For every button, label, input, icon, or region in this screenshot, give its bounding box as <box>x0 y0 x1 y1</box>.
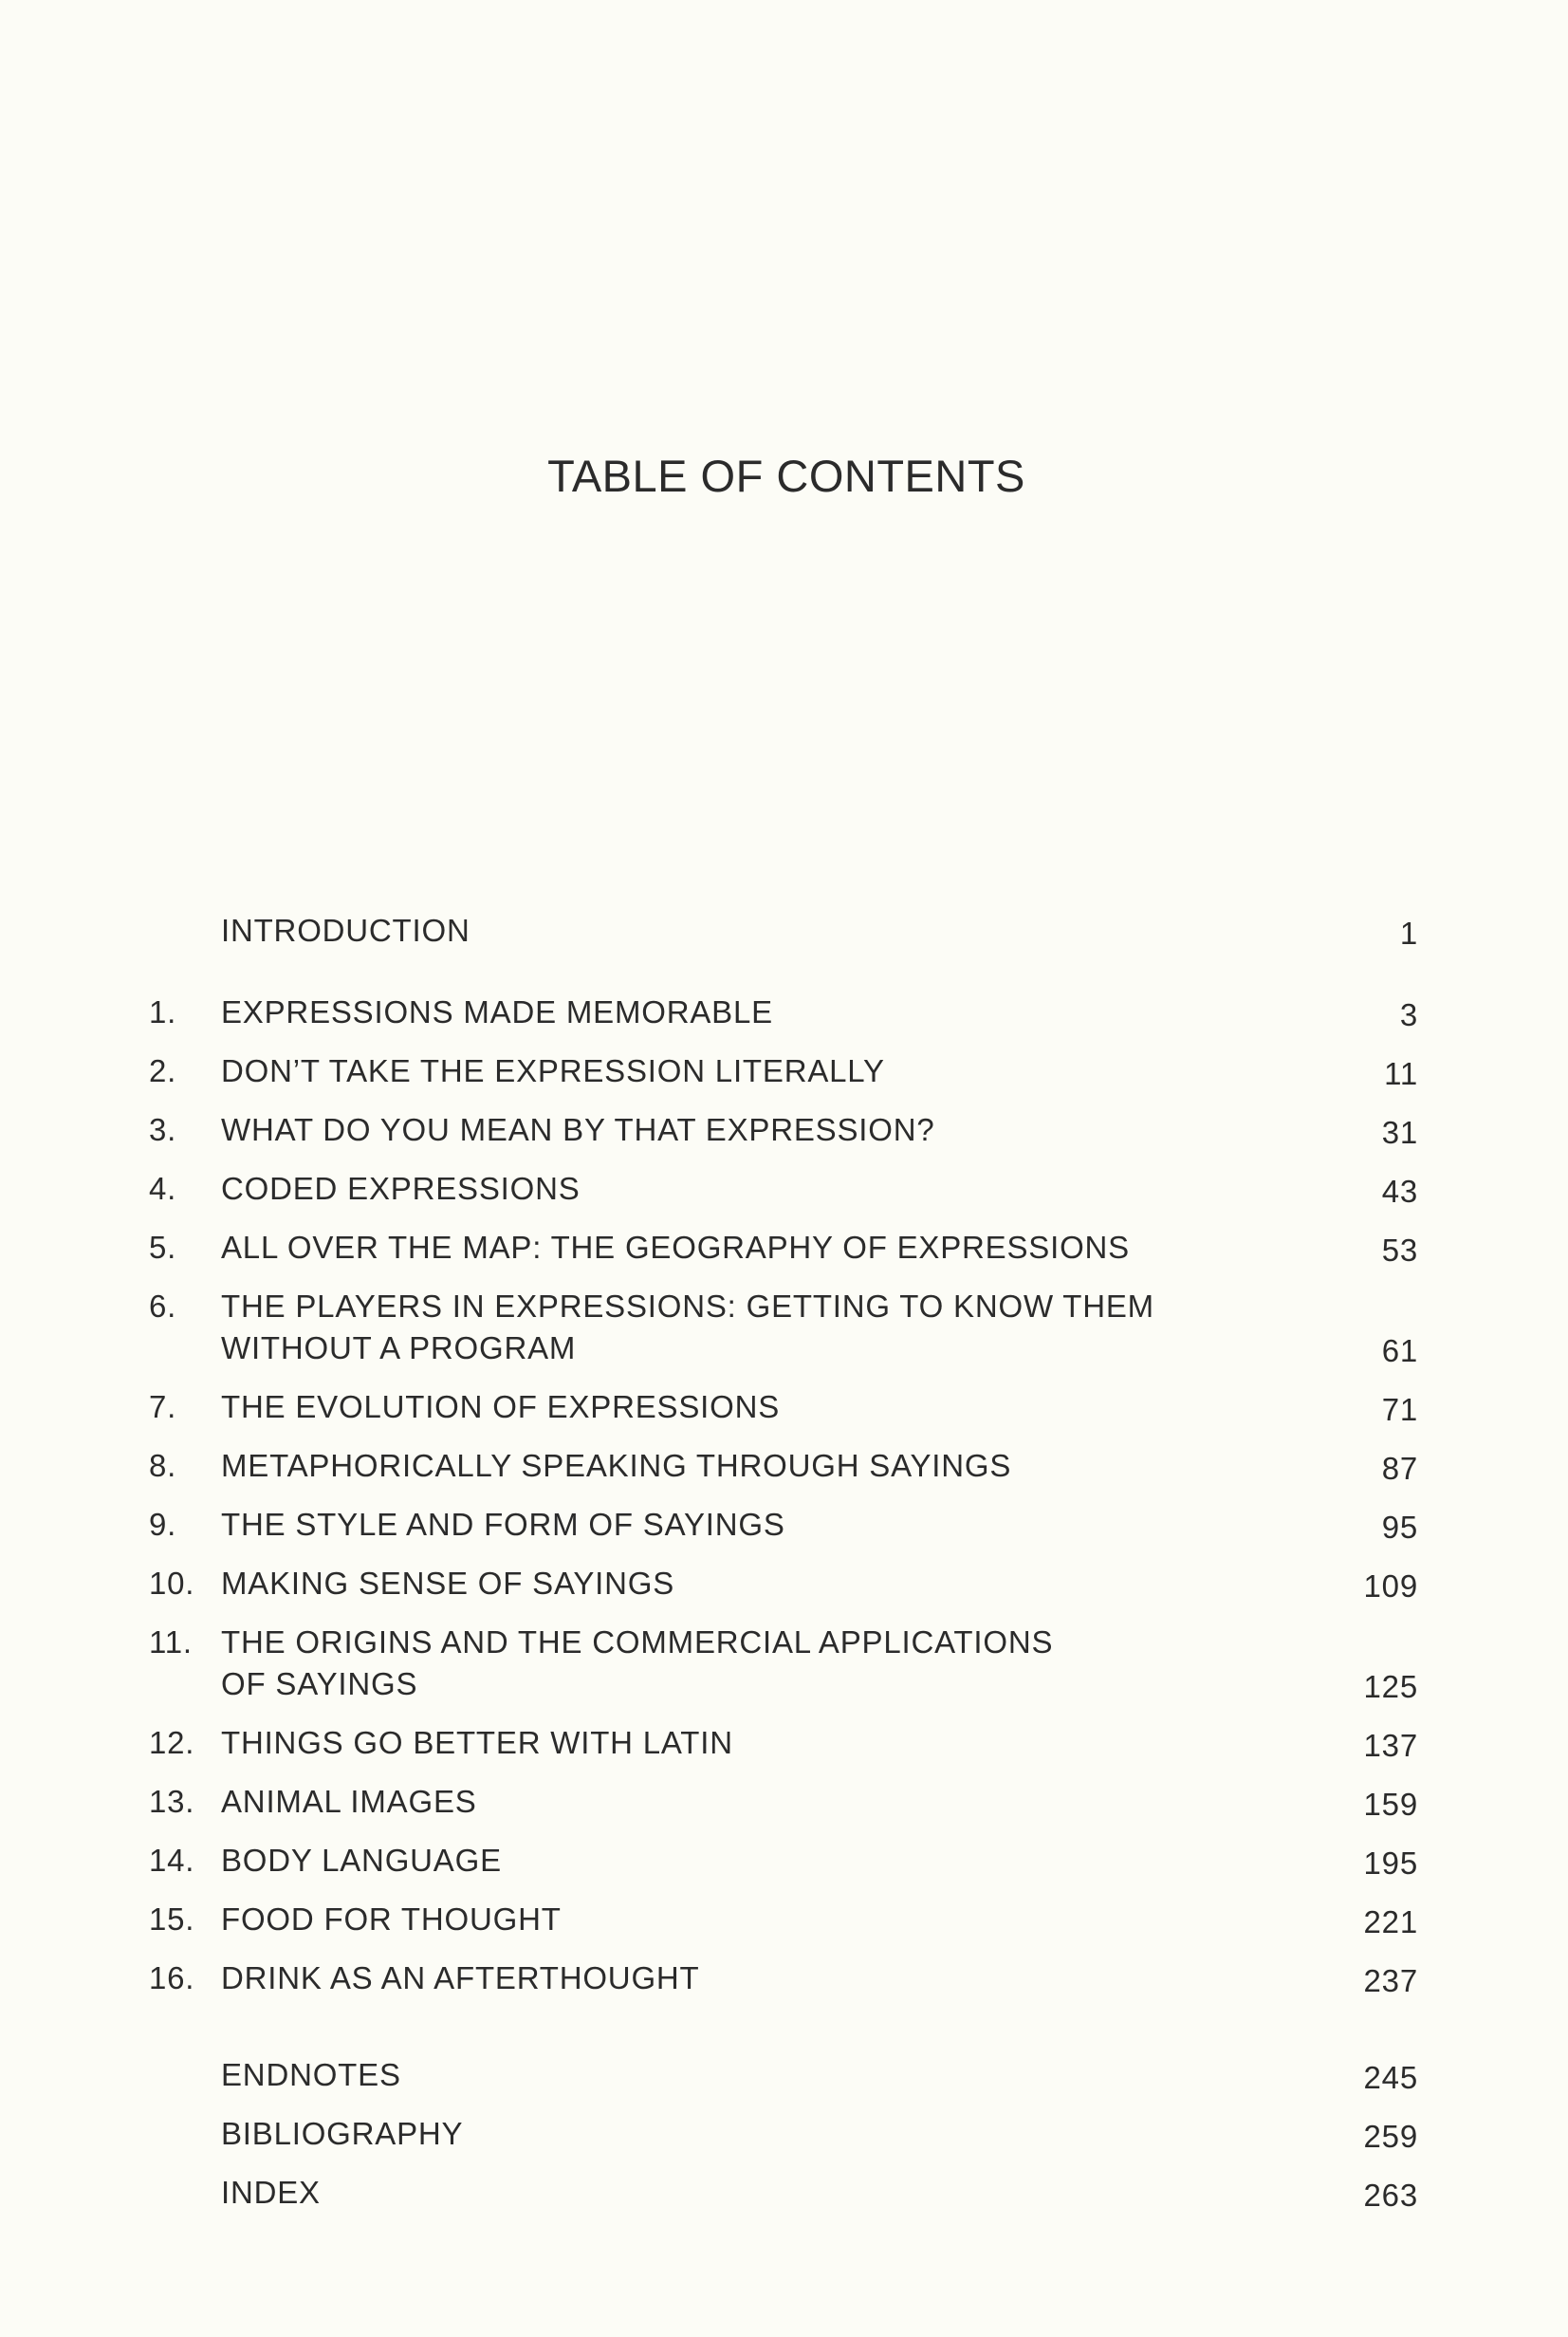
entry-title <box>221 1445 1264 1487</box>
page-number: 237 <box>1363 1963 1418 1998</box>
entry-title <box>221 1622 1264 1705</box>
entry-title-line: CODED EXPRESSIONS <box>221 1171 581 1206</box>
entry-title-line: THE STYLE AND FORM OF SAYINGS <box>221 1507 785 1542</box>
entry-title: INDEX <box>221 2175 321 2210</box>
chapter-number: 5. <box>149 1230 177 1265</box>
table-of-contents <box>0 901 1568 2222</box>
toc-entry-chapter <box>0 1772 1568 1831</box>
chapter-number: 14. <box>149 1843 195 1878</box>
page-number: 137 <box>1363 1728 1418 1763</box>
entry-title <box>221 1109 1264 1151</box>
toc-entry-chapter <box>0 1218 1568 1277</box>
entry-title-line: WITHOUT A PROGRAM <box>221 1330 577 1365</box>
chapter-number: 15. <box>149 1901 195 1937</box>
entry-title-line: METAPHORICALLY SPEAKING THROUGH SAYINGS <box>221 1448 1012 1483</box>
toc-entry-chapter <box>0 1159 1568 1218</box>
toc-entry-chapter <box>0 1554 1568 1613</box>
page-number: 259 <box>1363 2119 1418 2154</box>
page-number: 159 <box>1363 1787 1418 1822</box>
chapter-number: 4. <box>149 1171 177 1206</box>
chapter-number: 10. <box>149 1566 195 1601</box>
chapter-number: 13. <box>149 1784 195 1819</box>
page-number: 3 <box>1399 997 1418 1032</box>
entry-title-line: FOOD FOR THOUGHT <box>221 1901 562 1937</box>
chapter-number: 11. <box>149 1624 193 1660</box>
toc-entry-back <box>0 2046 1568 2105</box>
chapter-number: 16. <box>149 1960 195 1995</box>
page-number: 195 <box>1363 1845 1418 1881</box>
page-number: 109 <box>1363 1568 1418 1604</box>
page-number: 87 <box>1381 1451 1418 1486</box>
page-number: 71 <box>1381 1392 1418 1427</box>
page-number: 95 <box>1381 1510 1418 1545</box>
chapter-number: 2. <box>149 1053 177 1088</box>
toc-entry-chapter <box>0 1277 1568 1378</box>
entry-title <box>221 1168 1264 1210</box>
entry-title <box>221 992 1264 1033</box>
page-number: 43 <box>1381 1174 1418 1209</box>
entry-title-line: OF SAYINGS <box>221 1666 418 1701</box>
entry-title <box>221 1050 1264 1092</box>
toc-entry-chapter <box>0 983 1568 1042</box>
page-number: 245 <box>1363 2060 1418 2095</box>
entry-title <box>221 1899 1264 1940</box>
entry-title-line: THINGS GO BETTER WITH LATIN <box>221 1725 733 1760</box>
toc-entry-chapter <box>0 1042 1568 1101</box>
toc-entry-front <box>0 901 1568 960</box>
page-number: 31 <box>1381 1115 1418 1150</box>
chapter-number: 7. <box>149 1389 177 1424</box>
toc-entry-back <box>0 2163 1568 2222</box>
entry-title-line: EXPRESSIONS MADE MEMORABLE <box>221 994 773 1029</box>
page-title: TABLE OF CONTENTS <box>547 451 1025 501</box>
entry-title <box>221 1227 1264 1269</box>
entry-title-line: WHAT DO YOU MEAN BY THAT EXPRESSION? <box>221 1112 935 1147</box>
toc-entry-chapter <box>0 1495 1568 1554</box>
entry-title-line: ANIMAL IMAGES <box>221 1784 477 1819</box>
entry-title <box>221 1722 1264 1764</box>
toc-entry-chapter <box>0 1714 1568 1772</box>
entry-title-line: THE PLAYERS IN EXPRESSIONS: GETTING TO KNOW THEM <box>221 1289 1154 1324</box>
toc-entry-chapter <box>0 1378 1568 1437</box>
entry-title <box>221 1504 1264 1546</box>
toc-entry-chapter <box>0 1613 1568 1714</box>
page-number: 61 <box>1381 1333 1418 1368</box>
toc-entry-chapter <box>0 1101 1568 1159</box>
chapter-number: 9. <box>149 1507 177 1542</box>
chapter-number: 1. <box>149 994 177 1029</box>
entry-title: BIBLIOGRAPHY <box>221 2116 464 2151</box>
page-number: 53 <box>1381 1233 1418 1268</box>
entry-title <box>221 1563 1264 1604</box>
entry-title-line: MAKING SENSE OF SAYINGS <box>221 1566 675 1601</box>
entry-title-line: DRINK AS AN AFTERTHOUGHT <box>221 1960 700 1995</box>
chapter-number: 12. <box>149 1725 195 1760</box>
entry-title: INTRODUCTION <box>221 913 470 948</box>
toc-entry-chapter <box>0 1890 1568 1949</box>
page-number: 221 <box>1363 1904 1418 1939</box>
entry-title <box>221 1781 1264 1823</box>
entry-title-line: ALL OVER THE MAP: THE GEOGRAPHY OF EXPRESSIONS <box>221 1230 1130 1265</box>
entry-title-line: DON’T TAKE THE EXPRESSION LITERALLY <box>221 1053 885 1088</box>
entry-title <box>221 1957 1264 1999</box>
toc-entry-back <box>0 2105 1568 2163</box>
chapter-number: 8. <box>149 1448 177 1483</box>
entry-title: ENDNOTES <box>221 2057 401 2092</box>
entry-title-line: BODY LANGUAGE <box>221 1843 502 1878</box>
entry-title <box>221 1286 1264 1369</box>
chapter-number: 3. <box>149 1112 177 1147</box>
entry-title <box>221 1386 1264 1428</box>
toc-entry-chapter <box>0 1831 1568 1890</box>
entry-title-line: THE EVOLUTION OF EXPRESSIONS <box>221 1389 781 1424</box>
entry-title <box>221 1840 1264 1882</box>
page-number: 125 <box>1363 1669 1418 1704</box>
page-number: 1 <box>1399 916 1418 951</box>
toc-entry-chapter <box>0 1949 1568 2008</box>
page-number: 11 <box>1384 1056 1418 1091</box>
toc-entry-chapter <box>0 1437 1568 1495</box>
page-number: 263 <box>1363 2178 1418 2213</box>
chapter-number: 6. <box>149 1289 177 1324</box>
entry-title-line: THE ORIGINS AND THE COMMERCIAL APPLICATIONS <box>221 1624 1054 1660</box>
